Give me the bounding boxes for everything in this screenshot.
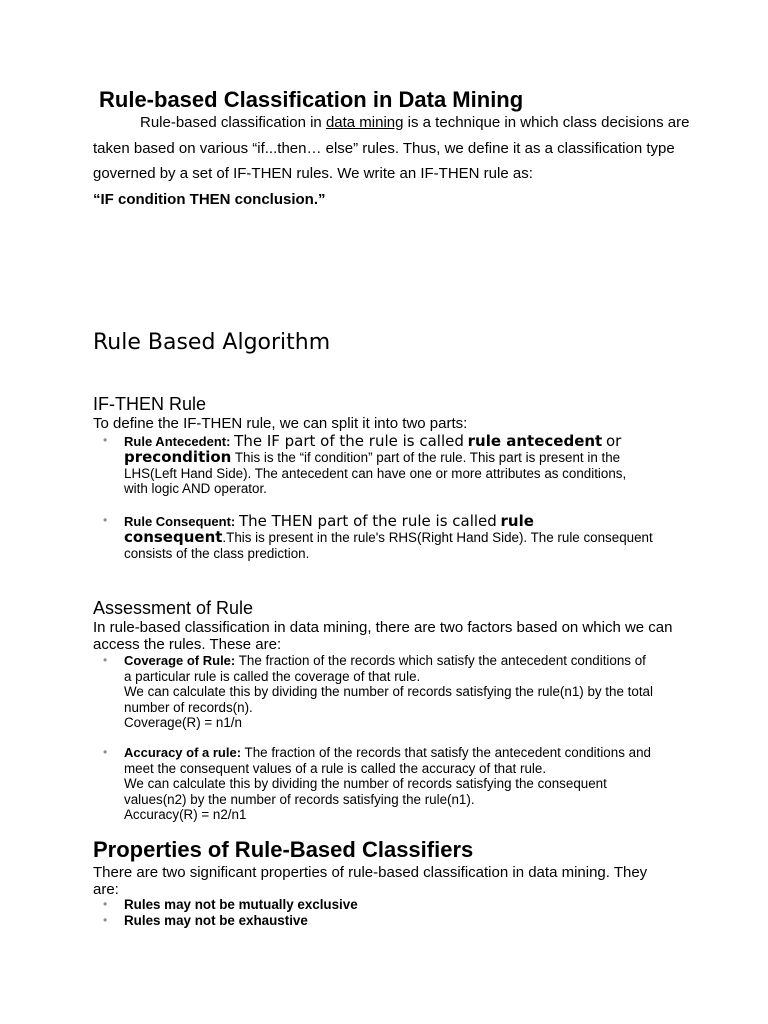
bullet-icon: •	[103, 745, 108, 759]
coverage-label: Coverage of Rule:	[124, 653, 236, 668]
intro-emphasis: “IF condition THEN conclusion.”	[93, 190, 326, 208]
consequent-rest: .This is present in the rule's RHS(Right Hand Side). The rule consequent consists of the class prediction.	[124, 530, 653, 561]
antecedent-or: or	[605, 432, 622, 450]
consequent-term: rule consequent	[124, 512, 534, 546]
coverage-formula: Coverage(R) = n1/n	[124, 715, 242, 731]
intro-after-link: is a technique in which class decisions are taken based on various “if...then… else” rules. Thus, we define it as a classification type governed by a set of IF-THEN rules. We write an IF-THEN rule as:	[93, 114, 690, 182]
list-item	[93, 913, 653, 929]
antecedent-rest: This is the “if condition” part of the rule. This part is present in the LHS(Left Hand Side). The antecedent can have one or more attributes as conditions, with logic AND operator.	[124, 450, 627, 497]
precondition-term: precondition	[124, 448, 232, 466]
bullet-icon: •	[103, 513, 108, 527]
intro-paragraph	[93, 110, 693, 212]
coverage-calc: We can calculate this by dividing the number of records satisfying the rule(n1) by the total number of records(n).	[124, 684, 653, 715]
antecedent-term: rule antecedent	[467, 432, 603, 450]
accuracy-formula: Accuracy(R) = n2/n1	[124, 807, 247, 823]
ifthen-list	[93, 433, 653, 497]
ifthen-list-2	[93, 513, 653, 561]
algorithm-heading: Rule Based Algorithm	[93, 330, 331, 355]
property-item: Rules may not be exhaustive	[124, 912, 308, 928]
bullet-icon: •	[103, 897, 108, 911]
properties-heading: Properties of Rule-Based Classifiers	[93, 837, 474, 862]
accuracy-label: Accuracy of a rule:	[124, 745, 242, 760]
bullet-icon: •	[103, 433, 108, 447]
property-item: Rules may not be mutually exclusive	[124, 897, 358, 912]
list-item-accuracy	[93, 745, 653, 823]
list-item-coverage	[93, 653, 653, 731]
ifthen-intro: To define the IF-THEN rule, we can split it into two parts:	[93, 415, 468, 432]
list-item-antecedent	[93, 433, 653, 497]
assessment-intro: In rule-based classification in data mining, there are two factors based on which we can access the rules. These are:	[93, 619, 673, 653]
consequent-text: The THEN part of the rule is called	[238, 512, 497, 530]
data-mining-link[interactable]: data mining	[325, 114, 404, 131]
antecedent-text: The IF part of the rule is called	[234, 432, 464, 450]
consequent-label: Rule Consequent:	[124, 514, 236, 529]
properties-intro: There are two significant properties of rule-based classification in data mining. They are:	[93, 864, 648, 898]
bullet-icon: •	[103, 653, 108, 667]
page-title: Rule-based Classification in Data Mining	[99, 87, 524, 112]
assessment-list	[93, 653, 653, 731]
list-item	[93, 897, 653, 913]
bullet-icon: •	[103, 912, 108, 927]
assessment-list-2	[93, 745, 653, 823]
accuracy-calc: We can calculate this by dividing the number of records satisfying the consequent values(n2) by the number of records satisfying the rule(n1).	[124, 776, 607, 807]
list-item-consequent	[93, 513, 653, 561]
assessment-heading: Assessment of Rule	[93, 598, 254, 618]
antecedent-label: Rule Antecedent:	[124, 434, 231, 449]
accuracy-text: The fraction of the records that satisfy the antecedent conditions and meet the consequent values of a rule is called the accuracy of that rule.	[124, 745, 651, 776]
ifthen-heading: IF-THEN Rule	[93, 394, 207, 414]
coverage-text: The fraction of the records which satisfy the antecedent conditions of a particular rule is called the coverage of that rule.	[124, 653, 646, 684]
properties-list	[93, 897, 653, 928]
intro-before-link: Rule-based classification in	[140, 114, 322, 131]
